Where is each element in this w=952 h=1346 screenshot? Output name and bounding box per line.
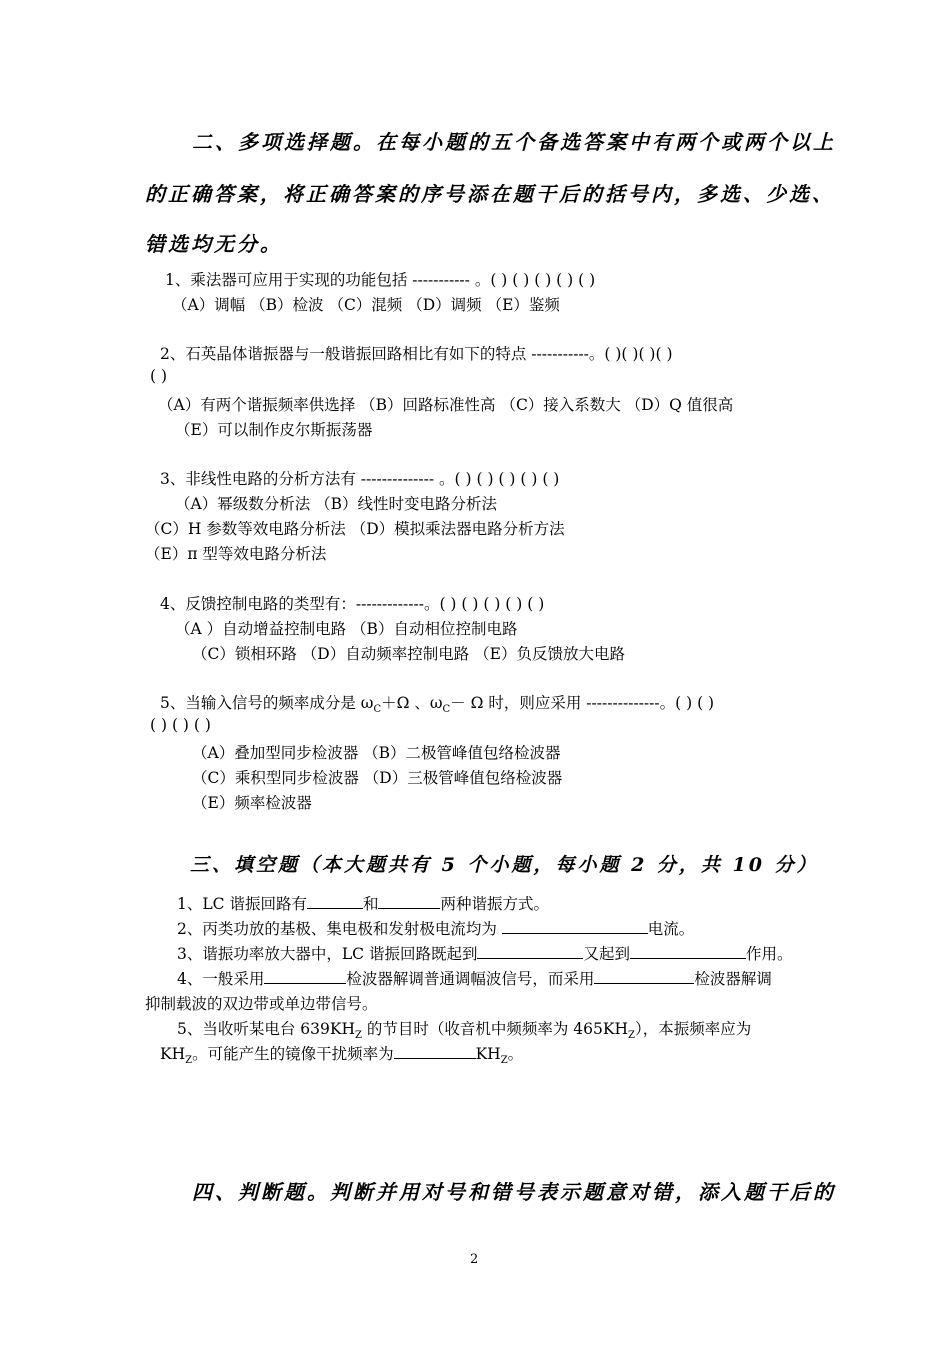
- s2-q1-options: （A）调幅 （B）检波 （C）混频 （D）调频 （E）鉴频: [172, 296, 560, 314]
- s3-q3-blank2[interactable]: [630, 944, 746, 959]
- s3-q2-blank1[interactable]: [502, 919, 648, 934]
- s2-q5-stem-mid: ＋Ω 、ω: [381, 694, 443, 712]
- section2-heading-line2: 的正确答案，将正确答案的序号添在题干后的括号内，多选、少选、: [145, 182, 835, 206]
- s2-q5-stem-pre: 5、当输入信号的频率成分是 ω: [160, 694, 374, 712]
- s2-q5-options-ab: （A）叠加型同步检波器 （B）二极管峰值包络检波器: [192, 744, 561, 762]
- s3-q1-a: 1、LC 谐振回路有: [177, 895, 307, 913]
- s2-q3-options-e: （E）π 型等效电路分析法: [145, 545, 327, 563]
- s3-q5-sub1: Z: [354, 1030, 362, 1042]
- s3-q5-a: 5、当收听某电台 639KH: [177, 1020, 355, 1038]
- section3-heading: 三、填空题（本大题共有 5 个小题，每小题 2 分，共 10 分）: [190, 854, 819, 876]
- s3-q5-blank1[interactable]: [394, 1044, 476, 1059]
- s2-q3-options-ab: （A）幂级数分析法 （B）线性时变电路分析法: [175, 495, 498, 513]
- s2-q1-stem: 1、乘法器可应用于实现的功能包括 ----------- 。( ) ( ) ( ) ( ) ( ): [165, 271, 596, 289]
- s3-q5-cont-sub2: Z: [500, 1055, 508, 1067]
- s3-q2-a: 2、丙类功放的基极、集电极和发射极电流均为: [177, 920, 502, 938]
- s3-q5-cont-sub1: Z: [185, 1055, 193, 1067]
- section2-heading-line1: 二、多项选择题。在每小题的五个备选答案中有两个或两个以上: [192, 130, 836, 154]
- s3-q5-c: ），本振频率应为: [634, 1020, 752, 1038]
- s3-q1-c: 两种谐振方式。: [440, 895, 549, 913]
- s3-q5: [177, 1017, 751, 1041]
- s3-q4-blank1[interactable]: [264, 969, 346, 984]
- s3-q3-b: 又起到: [583, 945, 630, 963]
- s3-q4-c: 检波器解调: [694, 970, 772, 988]
- s3-q5-sub2: Z: [627, 1030, 635, 1042]
- s3-q5-cont-c: KH: [475, 1045, 501, 1063]
- s3-q5-cont: [160, 1042, 523, 1066]
- s2-q5-stem-post: － Ω 时，则应采用 --------------。( ) ( ): [450, 694, 715, 712]
- section4-heading: 四、判断题。判断并用对号和错号表示题意对错，添入题干后的: [192, 1180, 836, 1204]
- s3-q1-blank1[interactable]: [307, 894, 363, 909]
- s3-q5-cont-d: 。: [507, 1045, 524, 1063]
- s2-q2-stem: 2、石英晶体谐振器与一般谐振回路相比有如下的特点 -----------。( )( )( )( ): [160, 345, 673, 363]
- s3-q1: [177, 892, 549, 914]
- s2-q5-sub-c2: C: [442, 704, 451, 716]
- s3-q2-b: 电流。: [647, 920, 695, 938]
- s3-q3-c: 作用。: [745, 945, 793, 963]
- s2-q4-options-ab: （A ）自动增益控制电路 （B）自动相位控制电路: [175, 620, 518, 638]
- s3-q1-b: 和: [362, 895, 379, 913]
- s2-q5-stem-cont: ( ) ( ) ( ): [150, 716, 211, 734]
- section2-heading-line3: 错选均无分。: [145, 232, 283, 256]
- s2-q3-options-cd: （C）H 参数等效电路分析法 （D）模拟乘法器电路分析方法: [145, 520, 565, 538]
- s3-q2: [177, 917, 694, 939]
- s2-q4-stem: 4、反馈控制电路的类型有：-------------。( ) ( ) ( ) ( ) ( ): [160, 595, 545, 613]
- s2-q5-sub-c1: C: [373, 704, 382, 716]
- s3-q4: [177, 967, 772, 989]
- s3-q1-blank2[interactable]: [378, 894, 440, 909]
- s3-q3-blank1[interactable]: [477, 944, 583, 959]
- s2-q5-stem: [160, 691, 714, 715]
- s3-q5-cont-a: KH: [160, 1045, 186, 1063]
- s3-q4-blank2[interactable]: [594, 969, 694, 984]
- s3-q5-cont-b: 。可能产生的镜像干扰频率为: [192, 1045, 394, 1063]
- s3-q3-a: 3、谐振功率放大器中，LC 谐振回路既起到: [177, 945, 478, 963]
- s2-q3-stem: 3、非线性电路的分析方法有 -------------- 。( ) ( ) ( ) ( ) ( ): [160, 470, 560, 488]
- s3-q3: [177, 942, 792, 964]
- s2-q2-options-a: （A）有两个谐振频率供选择 （B）回路标准性高 （C）接入系数大 （D）Q 值很高: [158, 396, 734, 414]
- s3-q4-cont: 抑制载波的双边带或单边带信号。: [145, 995, 378, 1013]
- s2-q2-options-b: （E）可以制作皮尔斯振荡器: [175, 421, 373, 439]
- s2-q5-options-cd: （C）乘积型同步检波器 （D）三极管峰值包络检波器: [192, 769, 563, 787]
- s2-q2-stem-cont: ( ): [150, 367, 168, 385]
- page-number: 2: [470, 1252, 479, 1267]
- s2-q5-options-e: （E）频率检波器: [192, 794, 312, 812]
- s3-q4-b: 检波器解调普通调幅波信号，而采用: [346, 970, 595, 988]
- s2-q4-options-cde: （C）锁相环路 （D）自动频率控制电路 （E）负反馈放大电路: [192, 645, 625, 663]
- s3-q5-b: 的节目时（收音机中频频率为 465KH: [361, 1020, 628, 1038]
- s3-q4-a: 4、一般采用: [177, 970, 265, 988]
